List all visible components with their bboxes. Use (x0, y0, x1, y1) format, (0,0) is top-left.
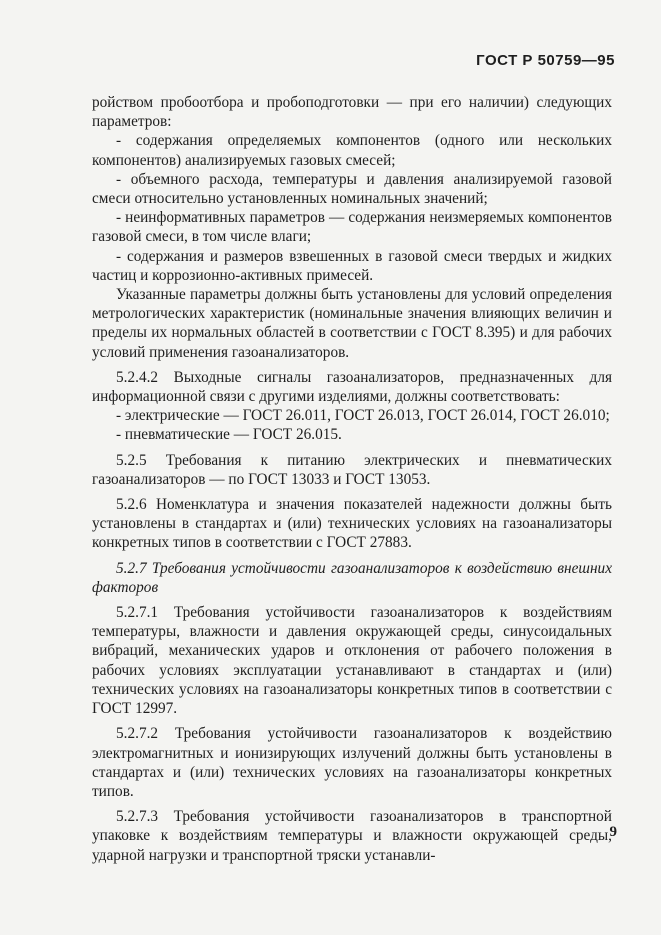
list-item: - неинформативных параметров — содержания неизмеряемых компонентов газовой смеси, в том числе влаги; (92, 209, 612, 246)
document-body (92, 93, 612, 865)
document-code-header: ГОСТ Р 50759—95 (476, 52, 615, 69)
clause-5-2-6: 5.2.6 Номенклатура и значения показателей надежности должны быть установлены в стандартах и (или) технических условиях на газоанализаторы конкретных типов в соответствии с ГОСТ 27883. (92, 496, 612, 552)
paragraph: ройством пробоотбора и пробоподготовки — при его наличии) следующих параметров: (92, 94, 612, 131)
list-item: - содержания и размеров взвешенных в газовой смеси твердых и жидких частиц и коррозионно-активных примесей. (92, 247, 612, 284)
clause-5-2-7-heading: 5.2.7 Требования устойчивости газоанализаторов к воздействию внешних факторов (92, 559, 612, 596)
clause-5-2-7-1: 5.2.7.1 Требования устойчивости газоанализаторов к воздействиям температуры, влажности и давления окружающей среды, синусоидальных вибраций, механических ударов и отклонения от рабочего положения в рабочих условиях эксплуатации устанавливают в стандартах и (или) технических условиях на газоанализаторы конкретных типов в соответствии с ГОСТ 12997. (92, 604, 612, 718)
list-item: - объемного расхода, температуры и давления анализируемой газовой смеси относительно установленных номинальных значений; (92, 170, 612, 208)
clause-5-2-7-3: 5.2.7.3 Требования устойчивости газоанализаторов в транспортной упаковке к воздействиям температуры и влажности окружающей среды, ударной нагрузки и транспортной тряски устанавли- (92, 808, 612, 864)
page-number: 9 (609, 824, 617, 840)
clause-5-2-5: 5.2.5 Требования к питанию электрических и пневматических газоанализаторов — по ГОСТ 13033 и ГОСТ 13053. (92, 451, 612, 488)
list-item: - пневматические — ГОСТ 26.015. (116, 426, 342, 444)
list-item: - электрические — ГОСТ 26.011, ГОСТ 26.013, ГОСТ 26.014, ГОСТ 26.010; (116, 407, 610, 425)
list-item: - содержания определяемых компонентов (одного или нескольких компонентов) анализируемых газовых смесей; (92, 132, 612, 169)
clause-5-2-7-2: 5.2.7.2 Требования устойчивости газоанализаторов к воздействию электромагнитных и ионизирующих излучений должны быть установлены в стандартах и (или) технических условиях на газоанализаторы конкретных типов. (92, 725, 612, 800)
paragraph: Указанные параметры должны быть установлены для условий определения метрологических характеристик (номинальные значения влияющих величин и пределы их нормальных областей в соответствии с ГОСТ 8.395) и для рабочих условий применения газоанализаторов. (92, 286, 612, 361)
clause-5-2-4-2: 5.2.4.2 Выходные сигналы газоанализаторов, предназначенных для информационной связи с другими изделиями, должны соответствовать: (92, 368, 612, 406)
